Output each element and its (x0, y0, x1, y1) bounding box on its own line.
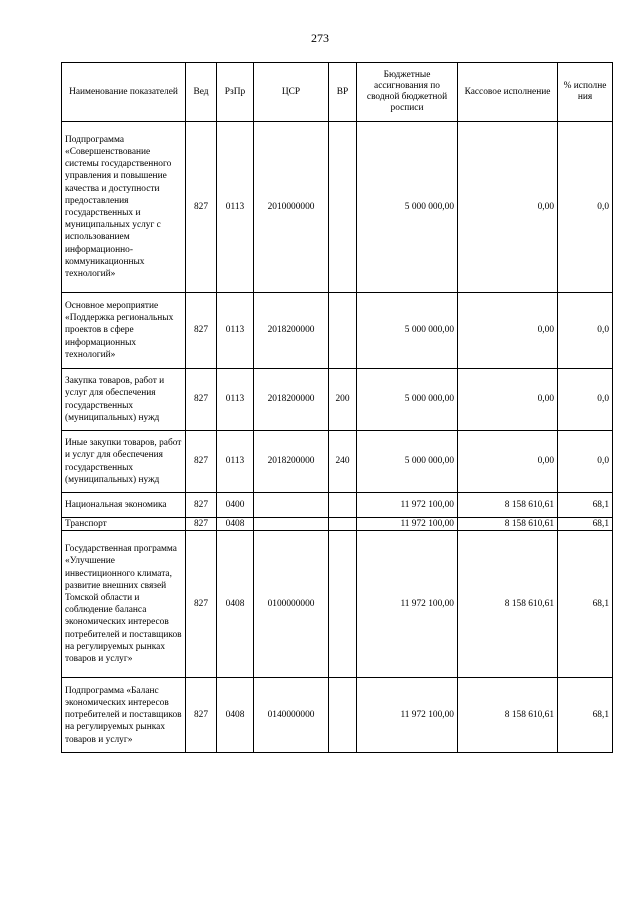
cell-percent: 68,1 (558, 493, 613, 518)
cell-csr: 0140000000 (254, 678, 329, 753)
cell-vr: 200 (329, 369, 357, 431)
table-row (62, 369, 613, 431)
cell-csr: 2018200000 (254, 293, 329, 369)
cell-cash: 0,00 (458, 122, 558, 293)
cell-name: Государственная программа «Улучшение инвестиционного климата, развитие внешних связей Томской области и соблюдение баланса экономических интересов потребителей и поставщиков на регулируемых рынках товаров и услуг» (62, 531, 186, 678)
cell-cash: 0,00 (458, 431, 558, 493)
header-budget: Бюджетные ассигнования по сводной бюджетной росписи (357, 63, 458, 122)
cell-name: Транспорт (62, 518, 186, 531)
header-vr: ВР (329, 63, 357, 122)
cell-percent: 0,0 (558, 431, 613, 493)
cell-vr: 240 (329, 431, 357, 493)
cell-rzpr: 0113 (217, 431, 254, 493)
cell-ved: 827 (186, 493, 217, 518)
header-cash: Кассовое исполнение (458, 63, 558, 122)
header-ved: Вед (186, 63, 217, 122)
cell-percent: 68,1 (558, 531, 613, 678)
cell-percent: 68,1 (558, 678, 613, 753)
cell-ved: 827 (186, 678, 217, 753)
cell-percent: 0,0 (558, 293, 613, 369)
table-row (62, 518, 613, 531)
cell-vr (329, 122, 357, 293)
cell-cash: 8 158 610,61 (458, 531, 558, 678)
cell-rzpr: 0400 (217, 493, 254, 518)
cell-rzpr: 0408 (217, 531, 254, 678)
cell-budget: 11 972 100,00 (357, 518, 458, 531)
table-row (62, 431, 613, 493)
cell-rzpr: 0113 (217, 369, 254, 431)
cell-name: Иные закупки товаров, работ и услуг для обеспечения государственных (муниципальных) нужд (62, 431, 186, 493)
header-csr: ЦСР (254, 63, 329, 122)
header-rzpr: РзПр (217, 63, 254, 122)
cell-ved: 827 (186, 431, 217, 493)
cell-csr: 2018200000 (254, 369, 329, 431)
cell-budget: 11 972 100,00 (357, 531, 458, 678)
cell-name: Основное мероприятие «Поддержка региональных проектов в сфере информационных технологий» (62, 293, 186, 369)
cell-budget: 11 972 100,00 (357, 493, 458, 518)
cell-ved: 827 (186, 293, 217, 369)
cell-csr: 0100000000 (254, 531, 329, 678)
cell-cash: 8 158 610,61 (458, 493, 558, 518)
table-row (62, 122, 613, 293)
header-percent: % исполне ния (558, 63, 613, 122)
cell-cash: 0,00 (458, 293, 558, 369)
table-header-row (62, 63, 613, 122)
page-number: 273 (311, 31, 329, 45)
header-name: Наименование показателей (62, 63, 186, 122)
cell-cash: 8 158 610,61 (458, 518, 558, 531)
cell-ved: 827 (186, 122, 217, 293)
cell-percent: 0,0 (558, 122, 613, 293)
cell-ved: 827 (186, 518, 217, 531)
cell-csr: 2010000000 (254, 122, 329, 293)
cell-rzpr: 0113 (217, 122, 254, 293)
cell-rzpr: 0408 (217, 518, 254, 531)
cell-rzpr: 0408 (217, 678, 254, 753)
cell-cash: 0,00 (458, 369, 558, 431)
cell-ved: 827 (186, 531, 217, 678)
table-row (62, 531, 613, 678)
table-row (62, 293, 613, 369)
cell-csr: 2018200000 (254, 431, 329, 493)
cell-vr (329, 518, 357, 531)
cell-rzpr: 0113 (217, 293, 254, 369)
cell-name: Национальная экономика (62, 493, 186, 518)
cell-csr (254, 518, 329, 531)
cell-percent: 68,1 (558, 518, 613, 531)
cell-budget: 5 000 000,00 (357, 369, 458, 431)
table-row (62, 493, 613, 518)
cell-budget: 5 000 000,00 (357, 431, 458, 493)
table-row (62, 678, 613, 753)
cell-ved: 827 (186, 369, 217, 431)
cell-budget: 5 000 000,00 (357, 122, 458, 293)
cell-cash: 8 158 610,61 (458, 678, 558, 753)
cell-vr (329, 678, 357, 753)
cell-budget: 5 000 000,00 (357, 293, 458, 369)
cell-name: Подпрограмма «Совершенствование системы государственного управления и повышение качества и доступности предоставления государственных и муниципальных услуг с использованием информационно-коммуникационных технологий» (62, 122, 186, 293)
cell-name: Закупка товаров, работ и услуг для обеспечения государственных (муниципальных) нужд (62, 369, 186, 431)
cell-csr (254, 493, 329, 518)
cell-vr (329, 493, 357, 518)
budget-execution-table (61, 62, 613, 753)
cell-vr (329, 531, 357, 678)
cell-vr (329, 293, 357, 369)
cell-name: Подпрограмма «Баланс экономических интересов потребителей и поставщиков на регулируемых рынках товаров и услуг» (62, 678, 186, 753)
cell-percent: 0,0 (558, 369, 613, 431)
cell-budget: 11 972 100,00 (357, 678, 458, 753)
